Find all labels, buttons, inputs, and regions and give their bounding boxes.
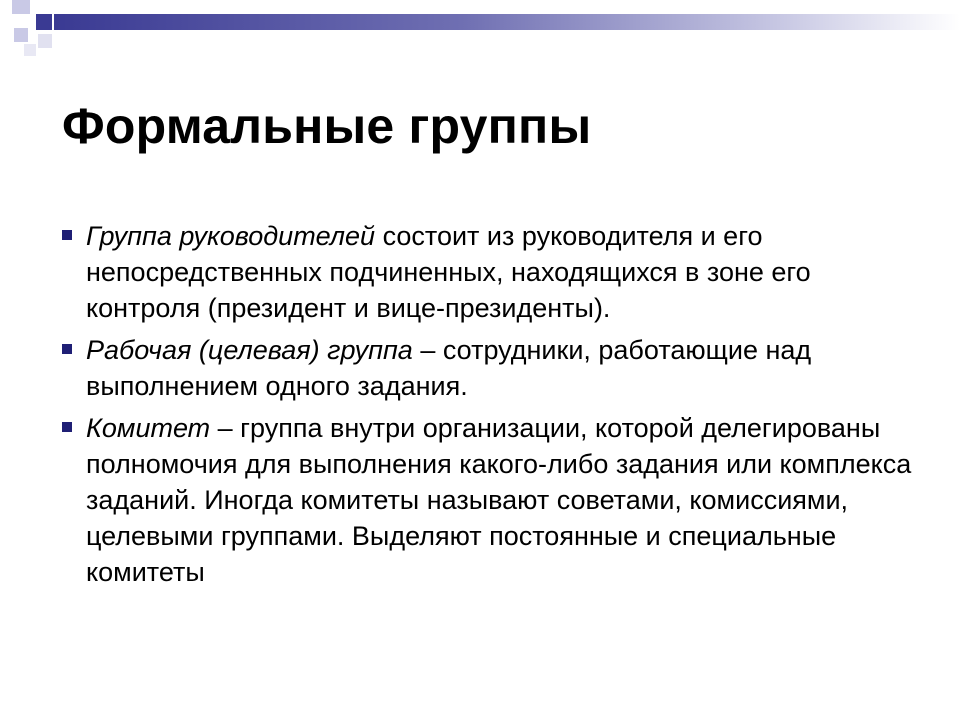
bullet-term: Комитет: [86, 413, 211, 443]
bullet-list: [62, 218, 912, 596]
decorative-square: [36, 14, 52, 30]
square-bullet-icon: [62, 230, 72, 240]
decorative-square: [14, 28, 28, 42]
header-gradient-bar: [54, 14, 960, 30]
square-bullet-icon: [62, 344, 72, 354]
bullet-item: [62, 410, 912, 590]
bullet-term: Рабочая (целевая) группа: [86, 335, 413, 365]
bullet-text: – сотрудники, работающие над выполнением одного задания.: [86, 335, 812, 401]
decorative-square: [24, 44, 36, 56]
bullet-text: состоит из руководителя и его непосредственных подчиненных, находящихся в зоне его контроля (президент и вице-президенты).: [86, 221, 811, 323]
bullet-text: – группа внутри организации, которой делегированы полномочия для выполнения какого-либо задания или комплекса заданий. Иногда комитеты называют советами, комиссиями, целевыми группами. Выделяют постоянные и специальные комитеты: [86, 413, 912, 587]
bullet-term: Группа руководителей: [86, 221, 376, 251]
decorative-square: [38, 34, 52, 48]
slide-title: Формальные группы: [62, 98, 592, 154]
square-bullet-icon: [62, 422, 72, 432]
bullet-item: [62, 332, 912, 404]
bullet-item: [62, 218, 912, 326]
decorative-square: [12, 0, 30, 14]
